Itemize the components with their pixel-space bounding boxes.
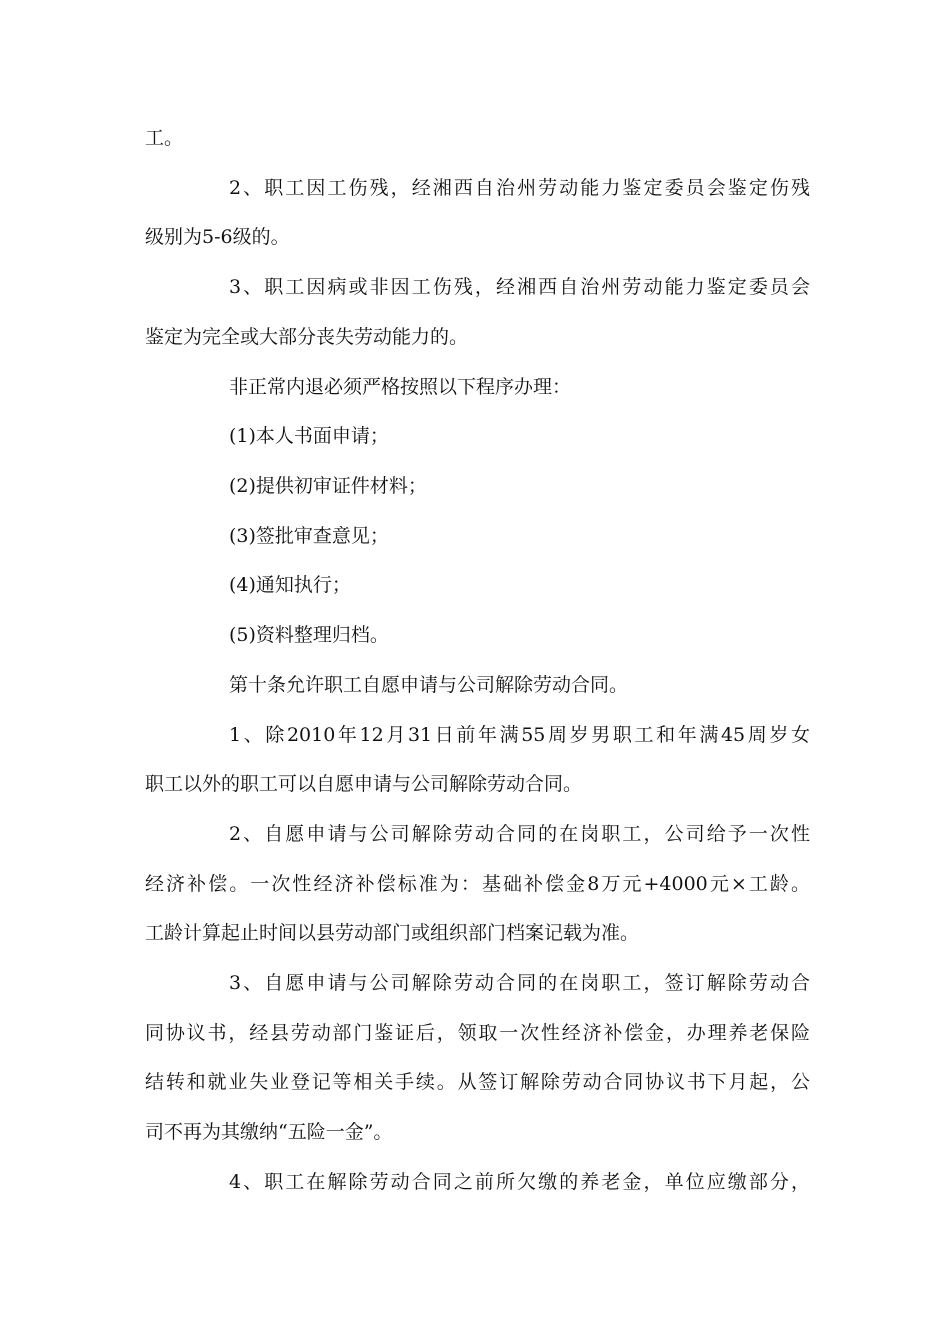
text-line: 工龄计算起止时间以县劳动部门或组织部门档案记载为准。	[145, 922, 640, 944]
text-line: 4、职工在解除劳动合同之前所欠缴的养老金，单位应缴部分，	[229, 1171, 810, 1193]
list-item: (4)通知执行；	[229, 574, 351, 596]
text-line: 非正常内退必须严格按照以下程序办理：	[229, 376, 572, 398]
text-line: 1、除2010年12月31日前年满55周岁男职工和年满45周岁女	[229, 724, 810, 746]
list-item: (1)本人书面申请；	[229, 425, 389, 447]
text-line: 司不再为其缴纳“五险一金”。	[145, 1121, 393, 1143]
list-item: (5)资料整理归档。	[229, 624, 389, 646]
text-line: 经济补偿。一次性经济补偿标准为：基础补偿金8万元+4000元×工龄。	[145, 873, 810, 895]
list-item: (2)提供初审证件材料；	[229, 475, 427, 497]
text-line: 2、自愿申请与公司解除劳动合同的在岗职工，公司给予一次性	[229, 823, 810, 845]
list-item: (3)签批审查意见；	[229, 525, 389, 547]
text-line: 职工以外的职工可以自愿申请与公司解除劳动合同。	[145, 773, 583, 795]
text-line: 2、职工因工伤残，经湘西自治州劳动能力鉴定委员会鉴定伤残	[229, 177, 810, 199]
text-line: 同协议书，经县劳动部门鉴证后，领取一次性经济补偿金，办理养老保险	[145, 1022, 810, 1044]
text-line: 鉴定为完全或大部分丧失劳动能力的。	[145, 326, 469, 348]
text-line: 3、自愿申请与公司解除劳动合同的在岗职工，签订解除劳动合	[229, 972, 810, 994]
text-line: 级别为5-6级的。	[145, 226, 290, 248]
text-line: 3、职工因病或非因工伤残，经湘西自治州劳动能力鉴定委员会	[229, 276, 810, 298]
article-heading: 第十条允许职工自愿申请与公司解除劳动合同。	[229, 674, 629, 696]
text-line: 工。	[145, 127, 184, 149]
text-line: 结转和就业失业登记等相关手续。从签订解除劳动合同协议书下月起，公	[145, 1071, 810, 1093]
